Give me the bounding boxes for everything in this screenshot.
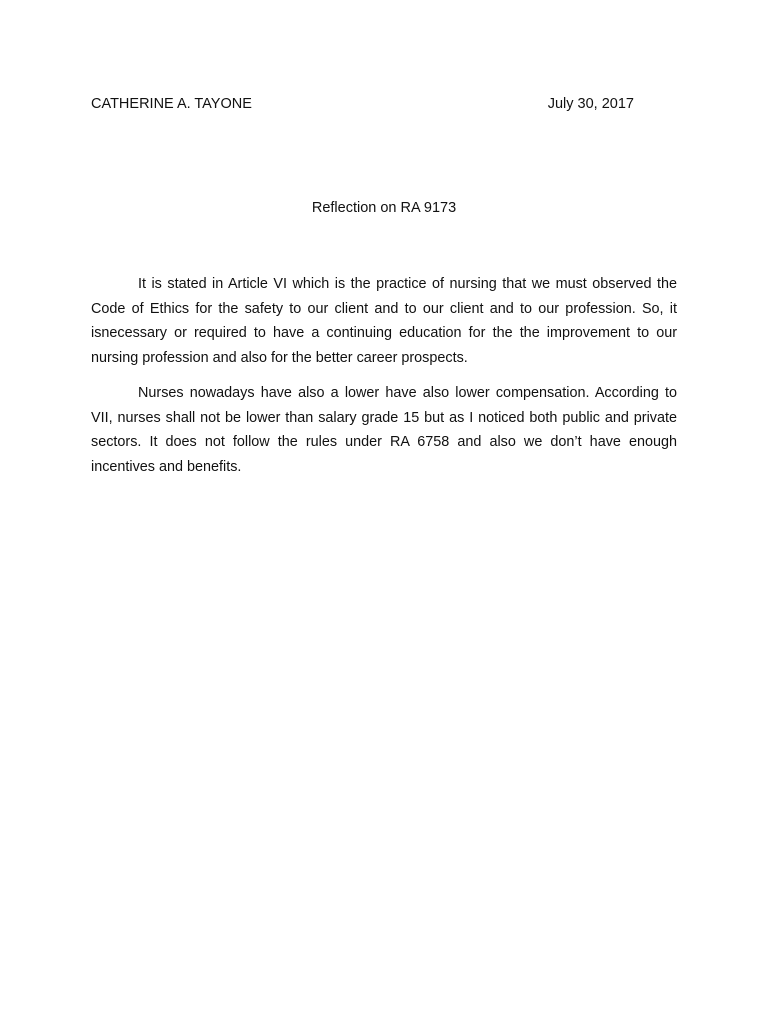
document-date: July 30, 2017 [547, 96, 634, 112]
document-body [91, 272, 677, 490]
body-paragraph-2: Nurses nowadays have also a lower have also lower compensation. According to VII, nurses shall not be lower than salary grade 15 but as I noticed both public and private sectors. It does not follow the rules under RA 6758 and also we don’t have enough incentives and benefits. [91, 385, 677, 475]
document-header [91, 94, 634, 114]
body-paragraph-1: It is stated in Article VI which is the practice of nursing that we must observed the Code of Ethics for the safety to our client and to our client and to our profession. So, it isnecessary or required to have a continuing education for the the improvement to our nursing profession and also for the better career prospects. [91, 276, 677, 366]
author-name: CATHERINE A. TAYONE [91, 96, 252, 112]
document-title: Reflection on RA 9173 [311, 200, 457, 216]
